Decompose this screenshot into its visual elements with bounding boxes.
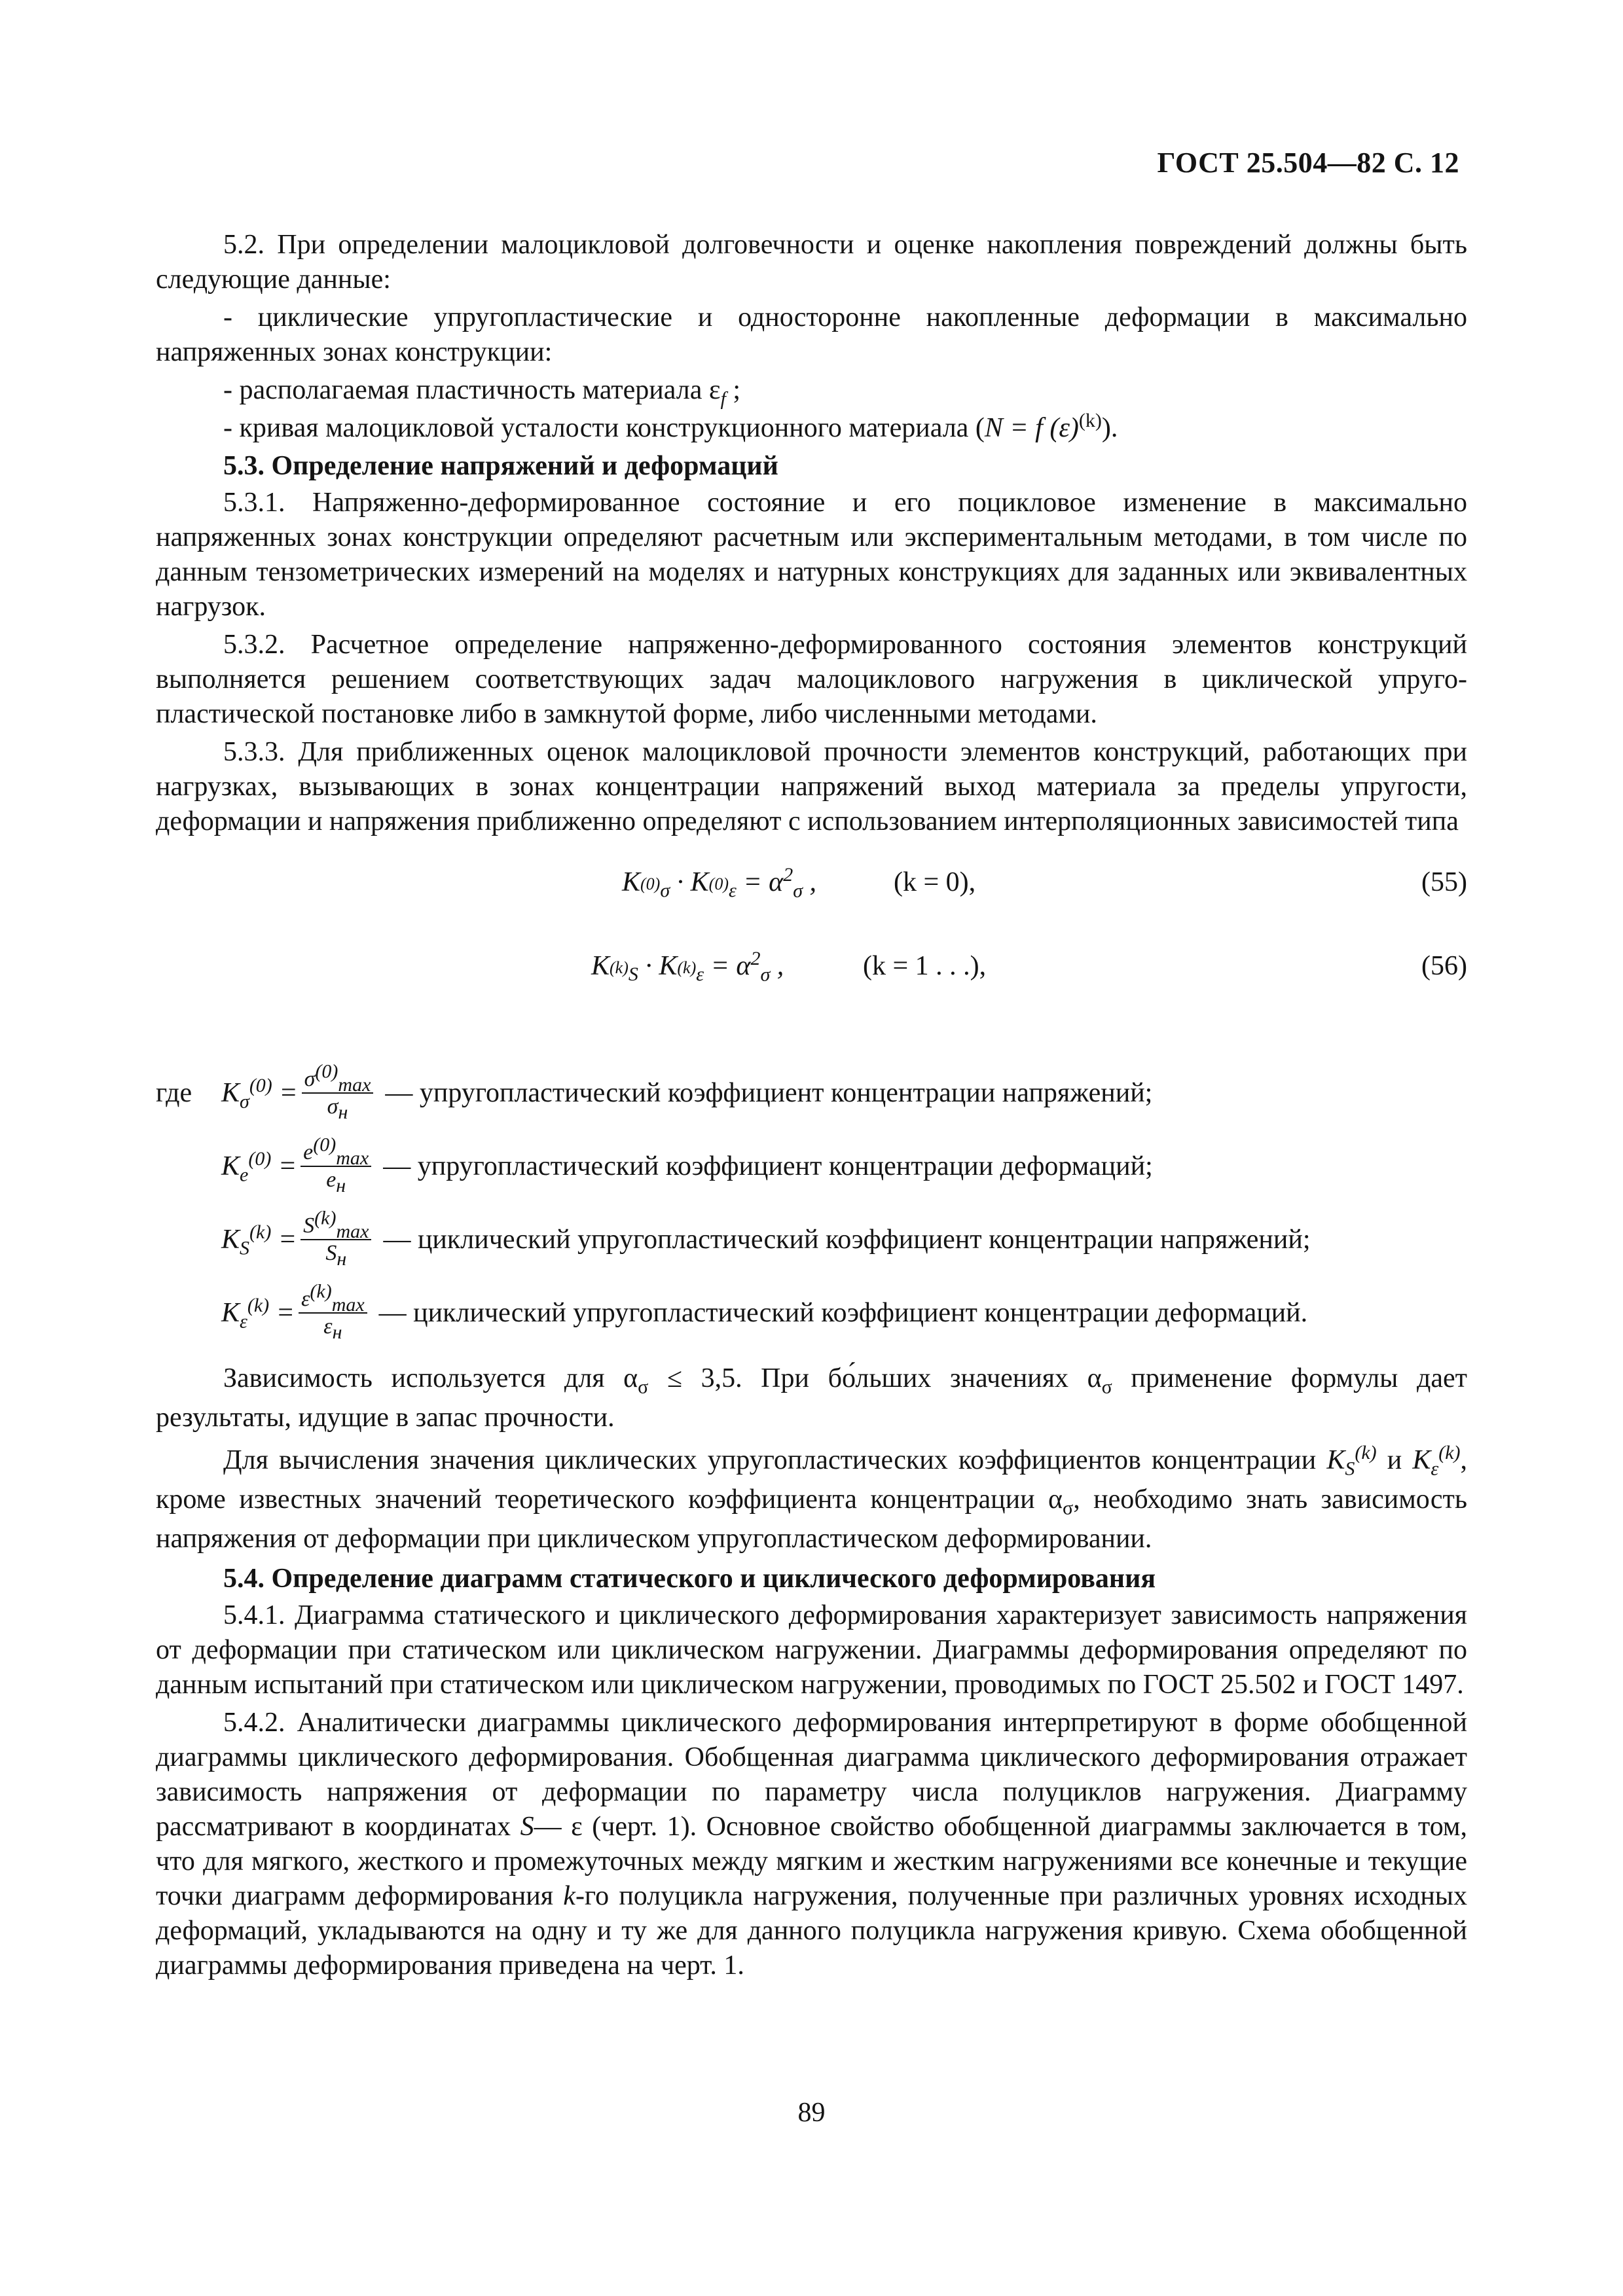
paragraph-5-3-1: 5.3.1. Напряженно-деформированное состояние и его поцикловое изменение в максимально напряженных зонах конструкции определяют расчетным или экспериментальным методами, в том числе по данным тензометрических измерений на моделях и натурных конструкциях для заданных или эквивалентных нагрузок. [156, 488, 1467, 622]
list-item-2: - располагаемая пластичность материала $\varepsilon_f$ ; [223, 375, 740, 410]
definition-k-s-cyclic: $K_S^{(k)}$ = $\frac{S^{(k)}_{max}}{S_н}$ — циклический упругопластический коэффициент концентрации напряжений; [221, 1207, 1311, 1270]
definition-k-sigma: где $K_\sigma^{(0)}$ = $\frac{\sigma^{(0)}_{max}}{\sigma_н}$ — упругопластический коэффициент концентрации напряжений; [156, 1060, 1153, 1123]
definitions-block [156, 1056, 1467, 1350]
list-item-1: - циклические упругопластические и односторонне накопленные деформации в максимально напряженных зонах конструкции: [156, 302, 1467, 367]
list-item-3: - кривая малоцикловой усталости конструкционного материала (N = f $(\varepsilon)^{(k)}$). [223, 410, 1118, 443]
equation-56-formula: $K_{^{(k)}S} \cdot K_{^{(k)}\varepsilon} = \alpha^2_\sigma$ , [591, 948, 784, 986]
paragraph-5-4-2: 5.4.2. Аналитически диаграммы циклического деформирования интерпретируют в форме обобщенной диаграммы циклического деформирования. Обобщенная диаграмма циклического деформирования отражает зависимость напряжения от деформации по параметру числа полуциклов нагружения. Диаграмму рассматривают в координатах S— ε (черт. 1). Основное свойство обобщенной диаграммы заключается в том, что для мягкого, жесткого и промежуточных между мягким и жестким нагружениями все конечные и текущие точки диаграмм деформирования k-го полуцикла нагружения, полученные при различных уровнях исходных деформаций, укладываются на одну и ту же для данного полуцикла нагружения кривую. Схема обобщенной диаграммы деформирования приведена на черт. 1. [156, 1708, 1468, 1981]
heading-5-4: 5.4. Определение диаграмм статического и циклического деформирования [223, 1564, 1156, 1594]
heading-5-3: 5.3. Определение напряжений и деформаций [223, 451, 778, 481]
paragraph-dependence: Зависимость используется для $\alpha_\sigma \le 3,5$. При бо́льших значениях $\alpha_\sigma$ применение формулы дает результаты, идущие в запас прочности. [156, 1363, 1467, 1433]
page-number: 89 [797, 2098, 826, 2128]
equation-55-formula: $K_{^{(0)}\sigma} \cdot K_{^{(0)}\varepsilon} = \alpha^2_\sigma$ , [622, 864, 816, 902]
equation-55-number: (55) [1421, 867, 1467, 897]
definition-k-epsilon-cyclic: $K_\varepsilon^{(k)}$ = $\frac{\varepsilon^{(k)}_{max}}{\varepsilon_н}$ — циклический упругопластический коэффициент концентрации деформаций. [221, 1280, 1308, 1343]
definition-k-epsilon: $K_е^{(0)}$ = $\frac{e^{(0)}_{max}}{e_н}$ — упругопластический коэффициент концентрации деформаций; [221, 1134, 1153, 1196]
equation-56-condition: (k = 1 . . .), [863, 951, 987, 981]
paragraph-calculation: Для вычисления значения циклических упругопластических коэффициентов концентрации $K_S^{(k)}$ и $K_\varepsilon^{(k)}$, кроме известных значений теоретического коэффициента концентрации $\alpha_\sigma$, необходимо знать зависимость напряжения от деформации при циклическом упругопластическом деформировании. [156, 1442, 1467, 1554]
page-header: ГОСТ 25.504—82 С. 12 [1157, 147, 1459, 179]
paragraph-5-3-3: 5.3.3. Для приближенных оценок малоцикловой прочности элементов конструкций, работающих при нагрузках, вызывающих в зонах концентрации напряжений выход материала за пределы упругости, деформации и напряжения приближенно определяют с использованием интерполяционных зависимостей типа [156, 737, 1467, 836]
equation-55-condition: (k = 0), [894, 867, 976, 897]
paragraph-5-2: 5.2. При определении малоцикловой долговечности и оценке накопления повреждений должны быть следующие данные: [156, 230, 1467, 295]
paragraph-5-3-2: 5.3.2. Расчетное определение напряженно-деформированного состояния элементов конструкций выполняется решением соответствующих задач малоциклового нагружения в циклической упруго-пластической постановке либо в замкнутой форме, либо численными методами. [156, 630, 1467, 729]
equation-56 [156, 935, 1467, 1018]
equation-56-number: (56) [1421, 951, 1467, 981]
equation-55 [156, 851, 1467, 935]
paragraph-5-4-1: 5.4.1. Диаграмма статического и циклического деформирования характеризует зависимость напряжения от деформации при статическом или циклическом нагружении. Диаграммы деформирования определяют по данным испытаний при статическом или циклическом нагружении, проводимых по ГОСТ 25.502 и ГОСТ 1497. [156, 1600, 1467, 1700]
document-body [156, 228, 1467, 1986]
